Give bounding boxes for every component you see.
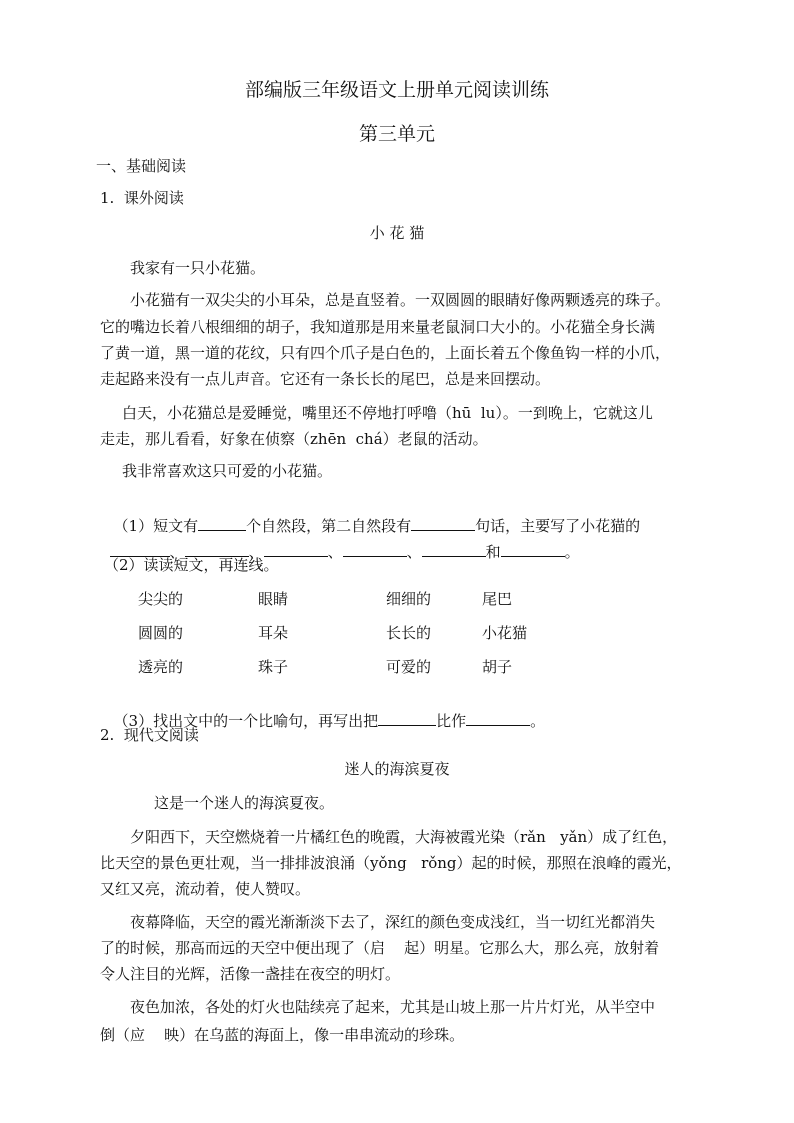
passage-1-paragraph-3-line: 白天，小花猫总是爱睡觉，嘴里还不停地打呼噜（hū lu）。一到晚上，它就这儿 (122, 404, 653, 422)
question-2-heading: 2. 现代文阅读 (100, 726, 199, 744)
match-word[interactable]: 胡子 (482, 658, 513, 676)
passage-2-paragraph-3-line: 令人注目的光辉，活像一盏挂在夜空的明灯。 (100, 965, 401, 983)
answer-blank[interactable] (466, 710, 530, 726)
separator: 、 (327, 543, 343, 561)
passage-1-paragraph-4: 我非常喜欢这只可爱的小花猫。 (122, 462, 333, 480)
match-word[interactable]: 长长的 (386, 624, 432, 642)
period: 。 (564, 543, 580, 561)
passage-2-title: 迷人的海滨夏夜 (344, 760, 450, 778)
question-1-2: （2）读读短文，再连线。 (104, 556, 279, 574)
passage-1-paragraph-2-line: 小花猫有一双尖尖的小耳朵，总是直竖着。一双圆圆的眼睛好像两颗透亮的珠子。 (130, 291, 671, 309)
separator: 、 (169, 543, 185, 561)
match-word[interactable]: 透亮的 (138, 658, 184, 676)
answer-blank[interactable] (422, 541, 486, 557)
passage-2-paragraph-4-line: 倒（应 映）在乌蓝的海面上，像一串串流动的珍珠。 (100, 1026, 465, 1044)
match-word[interactable]: 珠子 (258, 658, 289, 676)
question-1-heading: 1. 课外阅读 (100, 189, 184, 207)
passage-2-paragraph-4-line: 夜色加浓，各处的灯火也陆续亮了起来，尤其是山坡上那一片片灯光，从半空中 (130, 998, 656, 1016)
period: 。 (530, 712, 546, 730)
question-text: 比作 (436, 712, 467, 730)
question-text: 句话，主要写了小花猫的 (475, 517, 641, 535)
passage-2-paragraph-2-line: 又红又亮，流动着，使人赞叹。 (100, 880, 311, 898)
passage-1-title: 小 花 猫 (369, 224, 425, 242)
answer-blank[interactable] (343, 541, 407, 557)
passage-2-paragraph-3-line: 夜幕降临，天空的霞光渐渐淡下去了，深红的颜色变成浅红，当一切红光都消失 (130, 913, 656, 931)
match-word[interactable]: 小花猫 (482, 624, 528, 642)
and-text: 和 (485, 543, 501, 561)
question-text: 个自然段，第二自然段有 (246, 517, 412, 535)
passage-2-paragraph-2-line: 比天空的景色更壮观，当一排排波浪涌（yǒng rǒng）起的时候，那照在浪峰的霞光， (100, 854, 682, 872)
passage-1-paragraph-2-line: 它的嘴边长着八根细细的胡子，我知道那是用来量老鼠洞口大小的。小花猫全身长满 (100, 318, 656, 336)
passage-1-paragraph-3-line: 走走，那儿看看，好象在侦察（zhēn chá）老鼠的活动。 (100, 430, 488, 448)
match-word[interactable]: 尾巴 (482, 590, 513, 608)
passage-1-paragraph-2-line: 了黄一道，黑一道的花纹，只有四个爪子是白色的，上面长着五个像鱼钩一样的小爪， (100, 344, 671, 362)
answer-blank[interactable] (378, 710, 436, 726)
page-title: 部编版三年级语文上册单元阅读训练 (244, 79, 549, 101)
match-word[interactable]: 耳朵 (258, 624, 289, 642)
answer-blank[interactable] (501, 541, 565, 557)
passage-2-paragraph-2-line: 夕阳西下，天空燃烧着一片橘红色的晚霞，大海被霞光染（rǎn yǎn）成了红色， (130, 828, 678, 846)
question-text: （1）短文有 (113, 517, 199, 535)
separator: 、 (406, 543, 422, 561)
match-word[interactable]: 尖尖的 (138, 590, 184, 608)
passage-1-paragraph-1: 我家有一只小花猫。 (130, 259, 266, 277)
match-word[interactable]: 圆圆的 (138, 624, 184, 642)
passage-1-paragraph-2-line: 走起路来没有一点儿声音。它还有一条长长的尾巴，总是来回摆动。 (100, 370, 551, 388)
question-text: （3）找出文中的一个比喻句，再写出把 (113, 712, 379, 730)
match-word[interactable]: 可爱的 (386, 658, 432, 676)
passage-2-paragraph-1: 这是一个迷人的海滨夏夜。 (154, 794, 335, 812)
unit-title: 第三单元 (358, 123, 435, 145)
separator: 、 (248, 543, 264, 561)
match-word[interactable]: 眼睛 (258, 590, 289, 608)
section-heading: 一、基础阅读 (96, 157, 187, 175)
passage-2-paragraph-3-line: 了的时候，那高而远的天空中便出现了（启 起）明星。它那么大，那么亮，放射着 (100, 939, 660, 957)
match-word[interactable]: 细细的 (386, 590, 432, 608)
